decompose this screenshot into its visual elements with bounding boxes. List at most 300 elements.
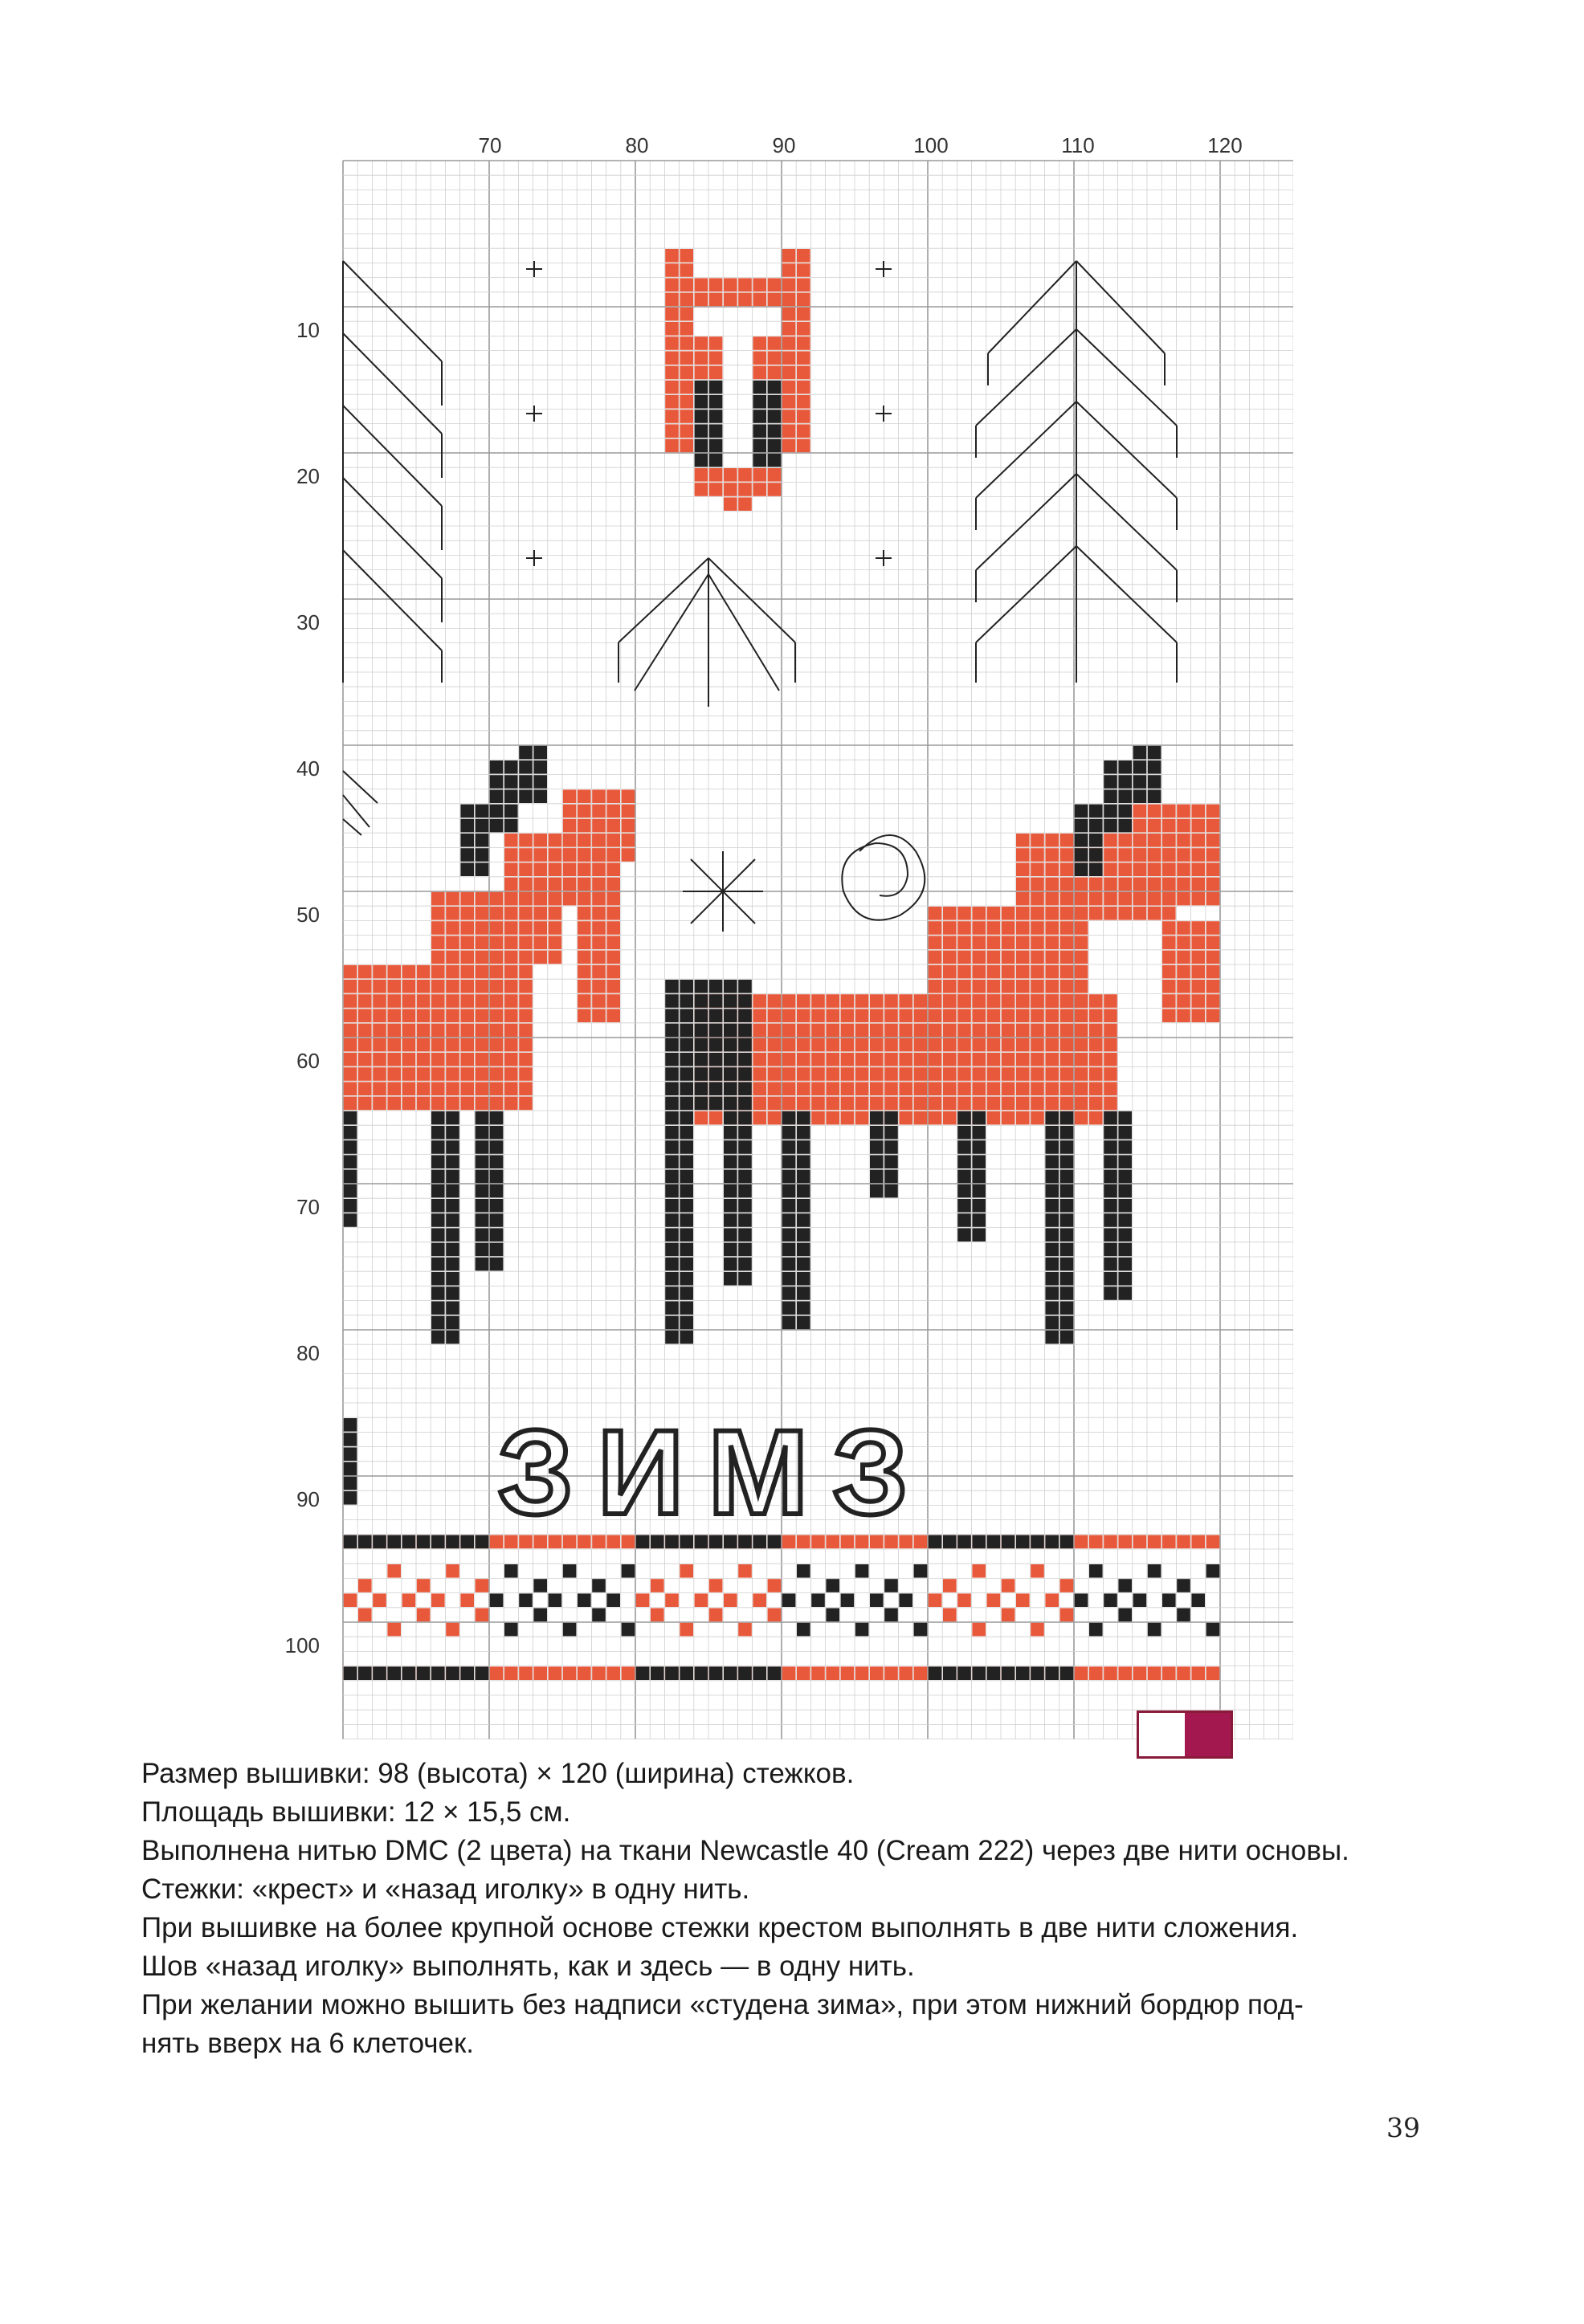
horse-stitch bbox=[1089, 1053, 1103, 1066]
horse-stitch bbox=[344, 1038, 357, 1052]
horse-stitch bbox=[1104, 848, 1117, 862]
horse-stitch bbox=[680, 1199, 693, 1213]
horse-stitch bbox=[1104, 994, 1117, 1008]
horse-stitch bbox=[1031, 848, 1044, 862]
owl-stitch bbox=[782, 366, 796, 380]
horse-stitch bbox=[987, 994, 1001, 1008]
horse-stitch bbox=[1016, 1038, 1030, 1052]
horse-stitch bbox=[1045, 1053, 1059, 1066]
horse-stitch bbox=[519, 965, 533, 979]
horse-stitch bbox=[972, 921, 986, 935]
caption-line: При желании можно вышить без надписи «студена зима», при этом нижний бордюр под- bbox=[141, 1989, 1304, 2020]
horse-stitch bbox=[417, 965, 431, 979]
horse-stitch bbox=[1162, 834, 1176, 847]
horse-stitch bbox=[943, 951, 957, 964]
border-stitch bbox=[358, 1666, 372, 1680]
owl-stitch bbox=[724, 483, 737, 496]
antler-stitch bbox=[1148, 789, 1161, 803]
owl-stitch bbox=[768, 454, 782, 467]
owl-stitch bbox=[768, 351, 782, 365]
horse-stitch bbox=[1002, 921, 1015, 935]
horse-stitch bbox=[972, 1228, 986, 1242]
horse-stitch bbox=[490, 936, 504, 949]
horse-stitch bbox=[943, 1024, 957, 1038]
owl-stitch bbox=[782, 308, 796, 321]
owl-stitch bbox=[768, 439, 782, 453]
horse-stitch bbox=[899, 1082, 912, 1095]
border-stitch bbox=[841, 1593, 855, 1607]
horse-stitch bbox=[460, 965, 474, 979]
horse-stitch bbox=[373, 1009, 386, 1022]
horse-stitch bbox=[1191, 994, 1205, 1008]
horse-stitch bbox=[533, 921, 547, 935]
horse-stitch bbox=[533, 862, 547, 876]
owl-stitch bbox=[665, 293, 679, 307]
horse-stitch bbox=[1060, 1009, 1074, 1022]
antler-stitch bbox=[490, 805, 504, 818]
horse-stitch bbox=[738, 1199, 752, 1213]
horse-stitch bbox=[358, 1038, 372, 1052]
owl-stitch bbox=[738, 278, 752, 292]
horse-stitch bbox=[358, 980, 372, 993]
horse-stitch bbox=[533, 892, 547, 906]
horse-stitch bbox=[387, 965, 401, 979]
horse-stitch bbox=[943, 965, 957, 979]
border-stitch bbox=[899, 1666, 912, 1680]
owl-stitch bbox=[665, 278, 679, 292]
border-stitch bbox=[402, 1666, 416, 1680]
horse-stitch bbox=[724, 1184, 737, 1198]
border-stitch bbox=[1016, 1666, 1030, 1680]
horse-stitch bbox=[519, 1097, 533, 1111]
horse-stitch bbox=[549, 878, 562, 891]
horse-stitch bbox=[797, 1067, 810, 1081]
horse-stitch bbox=[884, 1097, 898, 1111]
horse-stitch bbox=[665, 1184, 679, 1198]
horse-stitch bbox=[1177, 921, 1190, 935]
horse-stitch bbox=[373, 1038, 386, 1052]
horse-stitch bbox=[738, 1038, 752, 1052]
horse-stitch bbox=[957, 1082, 971, 1095]
horse-stitch bbox=[1177, 819, 1190, 833]
horse-stitch bbox=[431, 1301, 445, 1315]
owl-stitch bbox=[680, 249, 693, 263]
horse-stitch bbox=[899, 1009, 912, 1022]
horse-stitch bbox=[446, 965, 459, 979]
horse-stitch bbox=[738, 1272, 752, 1286]
horse-stitch bbox=[709, 994, 723, 1008]
horse-stitch bbox=[1104, 907, 1117, 920]
horse-stitch bbox=[957, 1053, 971, 1066]
horse-stitch bbox=[665, 1126, 679, 1140]
horse-stitch bbox=[753, 1097, 766, 1111]
owl-stitch bbox=[768, 336, 782, 350]
border-stitch bbox=[1118, 1579, 1132, 1592]
antler-stitch bbox=[1104, 789, 1117, 803]
caption-line: Выполнена нитью DMC (2 цвета) на ткани Newcastle 40 (Cream 222) через две нити основы. bbox=[141, 1835, 1349, 1866]
horse-stitch bbox=[929, 907, 942, 920]
horse-stitch bbox=[695, 1038, 708, 1052]
antler-stitch bbox=[1133, 746, 1147, 760]
horse-stitch bbox=[972, 1111, 986, 1125]
horse-stitch bbox=[1133, 819, 1147, 833]
horse-stitch bbox=[1191, 848, 1205, 862]
horse-stitch bbox=[797, 1170, 810, 1184]
antler-stitch bbox=[504, 805, 518, 818]
border-stitch bbox=[957, 1666, 971, 1680]
border-stitch bbox=[826, 1666, 839, 1680]
horse-stitch bbox=[1133, 862, 1147, 876]
horse-stitch bbox=[797, 1126, 810, 1140]
horse-stitch bbox=[826, 1009, 839, 1022]
horse-stitch bbox=[504, 994, 518, 1008]
border-stitch bbox=[929, 1593, 942, 1607]
horse-stitch bbox=[563, 819, 577, 833]
horse-stitch bbox=[665, 1053, 679, 1066]
horse-stitch bbox=[797, 1038, 810, 1052]
horse-stitch bbox=[476, 1213, 489, 1227]
horse-stitch bbox=[1060, 1272, 1074, 1286]
horse-stitch bbox=[1016, 980, 1030, 993]
border-stitch bbox=[533, 1666, 547, 1680]
border-stitch bbox=[1133, 1593, 1147, 1607]
horse-stitch bbox=[957, 1199, 971, 1213]
horse-stitch bbox=[987, 1082, 1001, 1095]
owl-stitch bbox=[782, 249, 796, 263]
border-stitch bbox=[533, 1608, 547, 1622]
horse-stitch bbox=[519, 834, 533, 847]
horse-stitch bbox=[768, 1082, 782, 1095]
horse-stitch bbox=[972, 1126, 986, 1140]
horse-stitch bbox=[549, 921, 562, 935]
horse-stitch bbox=[402, 965, 416, 979]
horse-stitch bbox=[344, 1155, 357, 1168]
horse-stitch bbox=[578, 805, 591, 818]
border-stitch bbox=[578, 1666, 591, 1680]
horse-stitch bbox=[519, 1053, 533, 1066]
horse-stitch bbox=[680, 1038, 693, 1052]
horse-stitch bbox=[476, 1184, 489, 1198]
horse-stitch bbox=[460, 1024, 474, 1038]
horse-stitch bbox=[344, 1009, 357, 1022]
horse-stitch bbox=[1206, 892, 1220, 906]
border-stitch bbox=[344, 1666, 357, 1680]
horse-stitch bbox=[431, 1258, 445, 1271]
antler-stitch bbox=[1075, 848, 1088, 862]
horse-stitch bbox=[1002, 951, 1015, 964]
horse-stitch bbox=[344, 1053, 357, 1066]
horse-stitch bbox=[1104, 1024, 1117, 1038]
horse-stitch bbox=[1104, 1258, 1117, 1271]
horse-stitch bbox=[504, 936, 518, 949]
horse-stitch bbox=[476, 1067, 489, 1081]
horse-stitch bbox=[1060, 936, 1074, 949]
horse-stitch bbox=[665, 1111, 679, 1125]
horse-stitch bbox=[1191, 936, 1205, 949]
horse-stitch bbox=[797, 1024, 810, 1038]
horse-stitch bbox=[549, 951, 562, 964]
horse-stitch bbox=[387, 1067, 401, 1081]
horse-stitch bbox=[1104, 1038, 1117, 1052]
horse-stitch bbox=[402, 980, 416, 993]
horse-stitch bbox=[578, 907, 591, 920]
horse-stitch bbox=[431, 1038, 445, 1052]
owl-stitch bbox=[709, 424, 723, 438]
border-stitch bbox=[1148, 1623, 1161, 1637]
owl-stitch bbox=[695, 336, 708, 350]
horse-stitch bbox=[592, 819, 606, 833]
horse-stitch bbox=[738, 1228, 752, 1242]
horse-stitch bbox=[519, 892, 533, 906]
horse-stitch bbox=[1045, 1331, 1059, 1344]
horse-stitch bbox=[1089, 892, 1103, 906]
owl-stitch bbox=[665, 381, 679, 394]
border-stitch bbox=[1002, 1579, 1015, 1592]
horse-stitch bbox=[460, 892, 474, 906]
horse-stitch bbox=[622, 789, 635, 803]
horse-stitch bbox=[578, 980, 591, 993]
horse-stitch bbox=[476, 1097, 489, 1111]
horse-stitch bbox=[344, 1184, 357, 1198]
horse-stitch bbox=[782, 1097, 796, 1111]
antler-stitch bbox=[533, 789, 547, 803]
horse-stitch bbox=[665, 1199, 679, 1213]
horse-stitch bbox=[1045, 1301, 1059, 1315]
border-stitch bbox=[738, 1666, 752, 1680]
border-stitch bbox=[431, 1593, 445, 1607]
horse-stitch bbox=[1206, 936, 1220, 949]
owl-stitch bbox=[738, 483, 752, 496]
horse-stitch bbox=[972, 1053, 986, 1066]
horse-stitch bbox=[578, 878, 591, 891]
side-stitch bbox=[344, 1491, 357, 1505]
horse-stitch bbox=[1060, 892, 1074, 906]
horse-stitch bbox=[578, 848, 591, 862]
border-stitch bbox=[665, 1593, 679, 1607]
horse-stitch bbox=[884, 1126, 898, 1140]
horse-stitch bbox=[1016, 994, 1030, 1008]
horse-stitch bbox=[1191, 834, 1205, 847]
horse-stitch bbox=[1045, 965, 1059, 979]
horse-stitch bbox=[841, 1038, 855, 1052]
horse-stitch bbox=[1148, 819, 1161, 833]
horse-stitch bbox=[1060, 1140, 1074, 1154]
horse-stitch bbox=[724, 1067, 737, 1081]
horse-stitch bbox=[1191, 965, 1205, 979]
horse-stitch bbox=[665, 1009, 679, 1022]
horse-stitch bbox=[899, 1111, 912, 1125]
horse-stitch bbox=[929, 1097, 942, 1111]
horse-stitch bbox=[797, 1155, 810, 1168]
owl-stitch bbox=[768, 381, 782, 394]
horse-stitch bbox=[1075, 907, 1088, 920]
horse-stitch bbox=[855, 1097, 869, 1111]
border-stitch bbox=[914, 1666, 928, 1680]
horse-stitch bbox=[1162, 892, 1176, 906]
horse-stitch bbox=[344, 1111, 357, 1125]
horse-stitch bbox=[943, 1082, 957, 1095]
top-axis-label: 120 bbox=[1207, 133, 1243, 157]
horse-stitch bbox=[344, 965, 357, 979]
border-stitch bbox=[1045, 1666, 1059, 1680]
horse-stitch bbox=[884, 1038, 898, 1052]
border-stitch bbox=[1060, 1666, 1074, 1680]
horse-stitch bbox=[768, 1111, 782, 1125]
horse-stitch bbox=[884, 1111, 898, 1125]
horse-stitch bbox=[1075, 1067, 1088, 1081]
horse-stitch bbox=[709, 1038, 723, 1052]
horse-stitch bbox=[1016, 878, 1030, 891]
horse-stitch bbox=[446, 1243, 459, 1257]
horse-stitch bbox=[1045, 994, 1059, 1008]
horse-stitch bbox=[431, 1228, 445, 1242]
horse-stitch bbox=[841, 1082, 855, 1095]
horse-stitch bbox=[943, 1038, 957, 1052]
horse-stitch bbox=[782, 1228, 796, 1242]
horse-stitch bbox=[431, 907, 445, 920]
horse-stitch bbox=[797, 1053, 810, 1066]
horse-stitch bbox=[972, 1024, 986, 1038]
horse-stitch bbox=[592, 921, 606, 935]
horse-stitch bbox=[797, 1199, 810, 1213]
horse-stitch bbox=[724, 1155, 737, 1168]
horse-stitch bbox=[1060, 1331, 1074, 1344]
horse-stitch bbox=[490, 1213, 504, 1227]
horse-stitch bbox=[914, 1053, 928, 1066]
border-stitch bbox=[1031, 1623, 1044, 1637]
border-stitch bbox=[402, 1535, 416, 1549]
horse-stitch bbox=[870, 1097, 884, 1111]
owl-stitch bbox=[797, 336, 810, 350]
border-stitch bbox=[476, 1579, 489, 1592]
horse-stitch bbox=[431, 1170, 445, 1184]
border-stitch bbox=[504, 1623, 518, 1637]
owl-stitch bbox=[753, 336, 766, 350]
horse-stitch bbox=[1031, 907, 1044, 920]
horse-stitch bbox=[1045, 1316, 1059, 1330]
owl-stitch bbox=[797, 322, 810, 336]
owl-stitch bbox=[709, 351, 723, 365]
horse-stitch bbox=[782, 1038, 796, 1052]
horse-stitch bbox=[1104, 1009, 1117, 1022]
border-stitch bbox=[1148, 1666, 1161, 1680]
horse-stitch bbox=[1016, 1082, 1030, 1095]
horse-stitch bbox=[753, 1053, 766, 1066]
horse-stitch bbox=[1104, 834, 1117, 847]
border-stitch bbox=[797, 1564, 810, 1578]
horse-stitch bbox=[1191, 921, 1205, 935]
horse-stitch bbox=[578, 994, 591, 1008]
antler-stitch bbox=[1075, 834, 1088, 847]
horse-stitch bbox=[1045, 907, 1059, 920]
horse-stitch bbox=[855, 1053, 869, 1066]
border-stitch bbox=[884, 1666, 898, 1680]
horse-stitch bbox=[606, 805, 620, 818]
border-stitch bbox=[651, 1666, 664, 1680]
horse-stitch bbox=[1191, 805, 1205, 818]
owl-stitch bbox=[753, 410, 766, 423]
horse-stitch bbox=[1031, 878, 1044, 891]
border-stitch bbox=[1133, 1666, 1147, 1680]
horse-stitch bbox=[811, 1024, 825, 1038]
antler-stitch bbox=[1118, 775, 1132, 789]
antler-stitch bbox=[1089, 848, 1103, 862]
owl-stitch bbox=[724, 468, 737, 482]
caption-line: Стежки: «крест» и «назад иголку» в одну нить. bbox=[141, 1873, 750, 1905]
horse-stitch bbox=[768, 1053, 782, 1066]
horse-stitch bbox=[446, 1082, 459, 1095]
horse-stitch bbox=[563, 789, 577, 803]
border-stitch bbox=[1191, 1535, 1205, 1549]
owl-stitch bbox=[738, 497, 752, 511]
horse-stitch bbox=[1206, 805, 1220, 818]
horse-stitch bbox=[987, 921, 1001, 935]
owl-stitch bbox=[753, 395, 766, 409]
horse-stitch bbox=[504, 862, 518, 876]
horse-stitch bbox=[811, 1038, 825, 1052]
horse-stitch bbox=[870, 1038, 884, 1052]
horse-stitch bbox=[987, 1053, 1001, 1066]
antler-stitch bbox=[1104, 805, 1117, 818]
horse-stitch bbox=[446, 1272, 459, 1286]
horse-stitch bbox=[943, 1067, 957, 1081]
horse-stitch bbox=[841, 1053, 855, 1066]
horse-stitch bbox=[1060, 834, 1074, 847]
horse-stitch bbox=[987, 1009, 1001, 1022]
owl-stitch bbox=[665, 424, 679, 438]
owl-stitch bbox=[797, 249, 810, 263]
horse-stitch bbox=[899, 1024, 912, 1038]
horse-stitch bbox=[1118, 1111, 1132, 1125]
horse-stitch bbox=[1148, 834, 1161, 847]
border-stitch bbox=[870, 1593, 884, 1607]
horse-stitch bbox=[1045, 862, 1059, 876]
border-stitch bbox=[957, 1593, 971, 1607]
horse-stitch bbox=[476, 1199, 489, 1213]
border-stitch bbox=[387, 1564, 401, 1578]
border-stitch bbox=[1016, 1535, 1030, 1549]
border-stitch bbox=[753, 1666, 766, 1680]
horse-stitch bbox=[1206, 965, 1220, 979]
owl-stitch bbox=[680, 293, 693, 307]
horse-stitch bbox=[929, 921, 942, 935]
horse-stitch bbox=[606, 936, 620, 949]
horse-stitch bbox=[782, 1272, 796, 1286]
horse-stitch bbox=[490, 1126, 504, 1140]
horse-stitch bbox=[519, 878, 533, 891]
horse-stitch bbox=[1206, 921, 1220, 935]
horse-stitch bbox=[1002, 1009, 1015, 1022]
antler-stitch bbox=[1148, 746, 1161, 760]
border-stitch bbox=[519, 1593, 533, 1607]
horse-stitch bbox=[724, 1272, 737, 1286]
horse-stitch bbox=[431, 1213, 445, 1227]
horse-stitch bbox=[490, 892, 504, 906]
horse-stitch bbox=[592, 878, 606, 891]
horse-stitch bbox=[490, 951, 504, 964]
horse-stitch bbox=[870, 1155, 884, 1168]
horse-stitch bbox=[387, 1097, 401, 1111]
border-stitch bbox=[1191, 1666, 1205, 1680]
border-stitch bbox=[943, 1666, 957, 1680]
horse-stitch bbox=[446, 1155, 459, 1168]
horse-stitch bbox=[957, 951, 971, 964]
horse-stitch bbox=[768, 1038, 782, 1052]
horse-stitch bbox=[446, 1331, 459, 1344]
horse-stitch bbox=[695, 1097, 708, 1111]
horse-stitch bbox=[578, 936, 591, 949]
horse-stitch bbox=[782, 1184, 796, 1198]
